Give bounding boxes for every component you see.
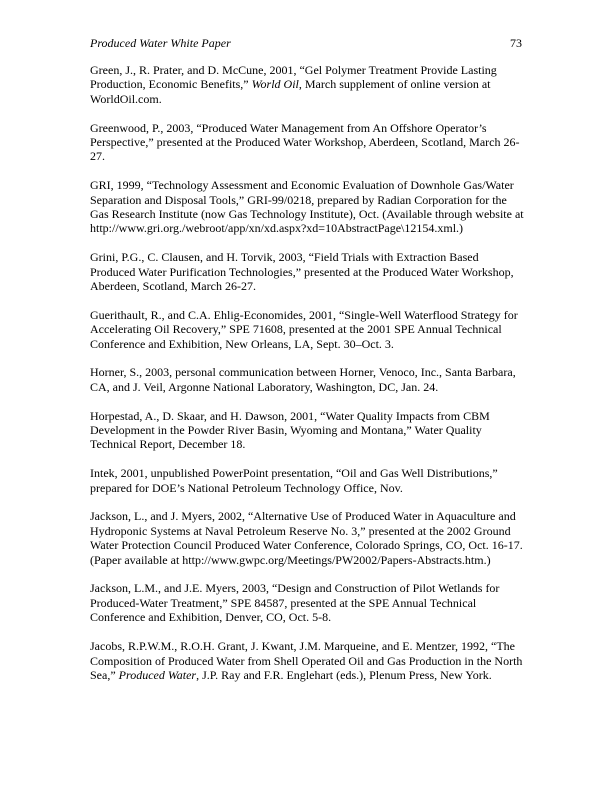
reference-entry xyxy=(90,466,524,495)
reference-entry xyxy=(90,178,524,236)
reference-entry xyxy=(90,509,524,567)
reference-text: Greenwood, P., 2003, “Produced Water Management from An Offshore Operator’s Perspective,” presented at the Produced Water Workshop, Aberdeen, Scotland, March 26-27. xyxy=(90,120,520,164)
reference-entry xyxy=(90,121,524,164)
reference-text: Horner, S., 2003, personal communication between Horner, Venoco, Inc., Santa Barbara, CA, and J. Veil, Argonne National Laboratory, Washington, DC, Jan. 24. xyxy=(90,365,516,394)
reference-entry xyxy=(90,639,524,682)
reference-text: , J.P. Ray and F.R. Englehart (eds.), Plenum Press, New York. xyxy=(196,667,492,682)
reference-text: Green, J., R. Prater, and D. McCune, 2001, “Gel Polymer Treatment Provide Lasting Production, Economic Benefits,” xyxy=(90,63,497,92)
page-number: 73 xyxy=(510,36,522,50)
references-list xyxy=(90,63,524,697)
reference-text: Guerithault, R., and C.A. Ehlig-Economides, 2001, “Single-Well Waterflood Strategy for Accelerating Oil Recovery,” SPE 71608, presented at the 2001 SPE Annual Technical Conference and Exhibition, New Orleans, LA, Sept. 30–Oct. 3. xyxy=(90,307,518,351)
reference-entry xyxy=(90,308,524,351)
reference-entry xyxy=(90,581,524,624)
running-header-title: Produced Water White Paper xyxy=(90,36,231,50)
reference-text: Jackson, L.M., and J.E. Myers, 2003, “Design and Construction of Pilot Wetlands for Produced-Water Treatment,” SPE 84587, presented at the SPE Annual Technical Conference and Exhibition, Denver, CO, Oct. 5-8. xyxy=(90,581,500,625)
reference-entry xyxy=(90,409,524,452)
reference-text: Intek, 2001, unpublished PowerPoint presentation, “Oil and Gas Well Distributions,” prepared for DOE’s National Petroleum Technology Office, Nov. xyxy=(90,466,498,495)
reference-text: Jacobs, R.P.W.M., R.O.H. Grant, J. Kwant, J.M. Marqueine, and E. Mentzer, 1992, “The Composition of Produced Water from Shell Operated Oil and Gas Production in the North Sea,” xyxy=(90,639,523,682)
reference-entry xyxy=(90,365,524,394)
reference-text: , March supplement of online version at WorldOil.com. xyxy=(90,77,491,106)
reference-text: Horpestad, A., D. Skaar, and H. Dawson, 2001, “Water Quality Impacts from CBM Development in the Powder River Basin, Wyoming and Montana,” Water Quality Technical Report, December 18. xyxy=(90,408,490,452)
reference-entry xyxy=(90,63,524,106)
reference-publication-title: Produced Water xyxy=(118,667,197,682)
page-header xyxy=(90,36,522,50)
reference-entry xyxy=(90,250,524,293)
reference-text: GRI, 1999, “Technology Assessment and Economic Evaluation of Downhole Gas/Water Separation and Disposal Tools,” GRI-99/0218, prepared by Radian Corporation for the Gas Research Institute (now Gas Technology Institute), Oct. (Available through website at http://www.gri.org./webroot/app/xn/xd.aspx?xd=10AbstractPage\12154.xml.) xyxy=(90,178,524,236)
reference-text: Jackson, L., and J. Myers, 2002, “Alternative Use of Produced Water in Aquaculture and Hydroponic Systems at Naval Petroleum Reserve No. 3,” presented at the 2002 Ground Water Protection Council Produced Water Conference, Colorado Springs, CO, Oct. 16-17. (Paper available at http://www.gwpc.org/Meetings/PW2002/Papers-Abstracts.htm.) xyxy=(90,509,523,567)
reference-text: Grini, P.G., C. Clausen, and H. Torvik, 2003, “Field Trials with Extraction Based Produced Water Purification Technologies,” presented at the Produced Water Workshop, Aberdeen, Scotland, March 26-27. xyxy=(90,250,514,294)
reference-publication-title: World Oil xyxy=(251,77,299,92)
